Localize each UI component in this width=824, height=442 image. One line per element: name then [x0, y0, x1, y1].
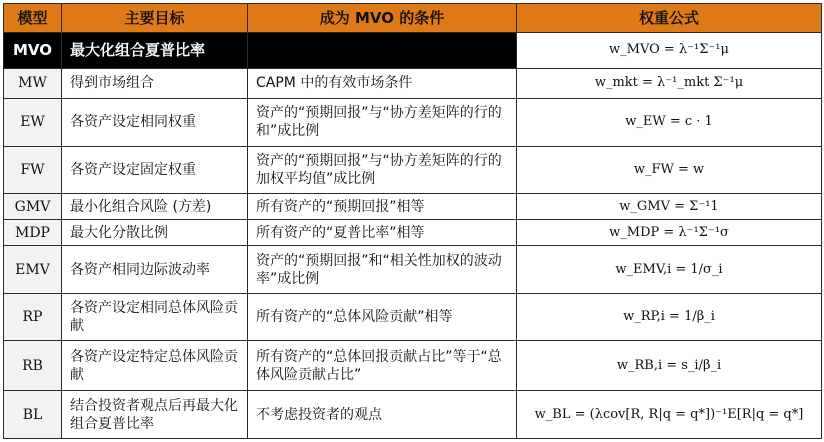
goal-cell: 各资产设定相同总体风险贡献: [62, 293, 248, 341]
goal-cell: 各资产相同边际波动率: [62, 246, 248, 294]
formula-cell: w_FW = w: [517, 146, 822, 194]
model-cell: GMV: [4, 194, 62, 220]
goal-cell: 各资产设定固定权重: [62, 146, 248, 194]
condition-cell: 所有资产的“总体风险贡献”相等: [248, 293, 517, 341]
header-goal: 主要目标: [62, 4, 248, 33]
goal-cell: 各资产设定特定总体风险贡献: [62, 341, 248, 391]
formula-cell: w_RB,i = s_i/β_i: [517, 341, 822, 391]
formula-cell: w_GMV = Σ⁻¹1: [517, 194, 822, 220]
model-cell: MW: [4, 68, 62, 98]
formula-cell: w_BL = (λcov[R, R|q = q*])⁻¹E[R|q = q*]: [517, 391, 822, 439]
formula-cell: w_MDP = λ⁻¹Σ⁻¹σ: [517, 220, 822, 246]
goal-cell: 得到市场组合: [62, 68, 248, 98]
model-cell: BL: [4, 391, 62, 439]
model-comparison-table: [3, 3, 822, 439]
condition-cell: 资产的“预期回报”和“相关性加权的波动率”成比例: [248, 246, 517, 294]
formula-cell: w_MVO = λ⁻¹Σ⁻¹μ: [517, 33, 822, 69]
header-model: 模型: [4, 4, 62, 33]
header-formula: 权重公式: [517, 4, 822, 33]
table-row-emv: [4, 246, 822, 294]
model-cell: MVO: [4, 33, 62, 69]
condition-cell: 资产的“预期回报”与“协方差矩阵的行的和”成比例: [248, 99, 517, 147]
goal-cell: 最大化组合夏普比率: [62, 33, 248, 69]
model-cell: EW: [4, 99, 62, 147]
model-cell: FW: [4, 146, 62, 194]
condition-cell: 所有资产的“预期回报”相等: [248, 194, 517, 220]
table-row-mw: [4, 68, 822, 98]
model-cell: EMV: [4, 246, 62, 294]
goal-cell: 最小化组合风险 (方差): [62, 194, 248, 220]
model-cell: RP: [4, 293, 62, 341]
formula-cell: w_EMV,i = 1/σ_i: [517, 246, 822, 294]
formula-cell: w_RP,i = 1/β_i: [517, 293, 822, 341]
model-comparison-table-container: [3, 3, 821, 439]
goal-cell: 最大化分散比例: [62, 220, 248, 246]
header-condition: 成为 MVO 的条件: [248, 4, 517, 33]
model-cell: MDP: [4, 220, 62, 246]
formula-cell: w_mkt = λ⁻¹_mkt Σ⁻¹μ: [517, 68, 822, 98]
model-cell: RB: [4, 341, 62, 391]
condition-cell: 资产的“预期回报”与“协方差矩阵的行的加权平均值”成比例: [248, 146, 517, 194]
goal-cell: 结合投资者观点后再最大化组合夏普比率: [62, 391, 248, 439]
condition-cell: 所有资产的“总体回报贡献占比”等于“总体风险贡献占比”: [248, 341, 517, 391]
table-row-fw: [4, 146, 822, 194]
table-row-mvo: [4, 33, 822, 69]
condition-cell: CAPM 中的有效市场条件: [248, 68, 517, 98]
goal-cell: 各资产设定相同权重: [62, 99, 248, 147]
table-row-ew: [4, 99, 822, 147]
condition-cell: 所有资产的“夏普比率”相等: [248, 220, 517, 246]
table-row-mdp: [4, 220, 822, 246]
table-row-bl: [4, 391, 822, 439]
table-row-rb: [4, 341, 822, 391]
header-row: [4, 4, 822, 33]
table-row-rp: [4, 293, 822, 341]
condition-cell: [248, 33, 517, 69]
condition-cell: 不考虑投资者的观点: [248, 391, 517, 439]
formula-cell: w_EW = c · 1: [517, 99, 822, 147]
table-row-gmv: [4, 194, 822, 220]
